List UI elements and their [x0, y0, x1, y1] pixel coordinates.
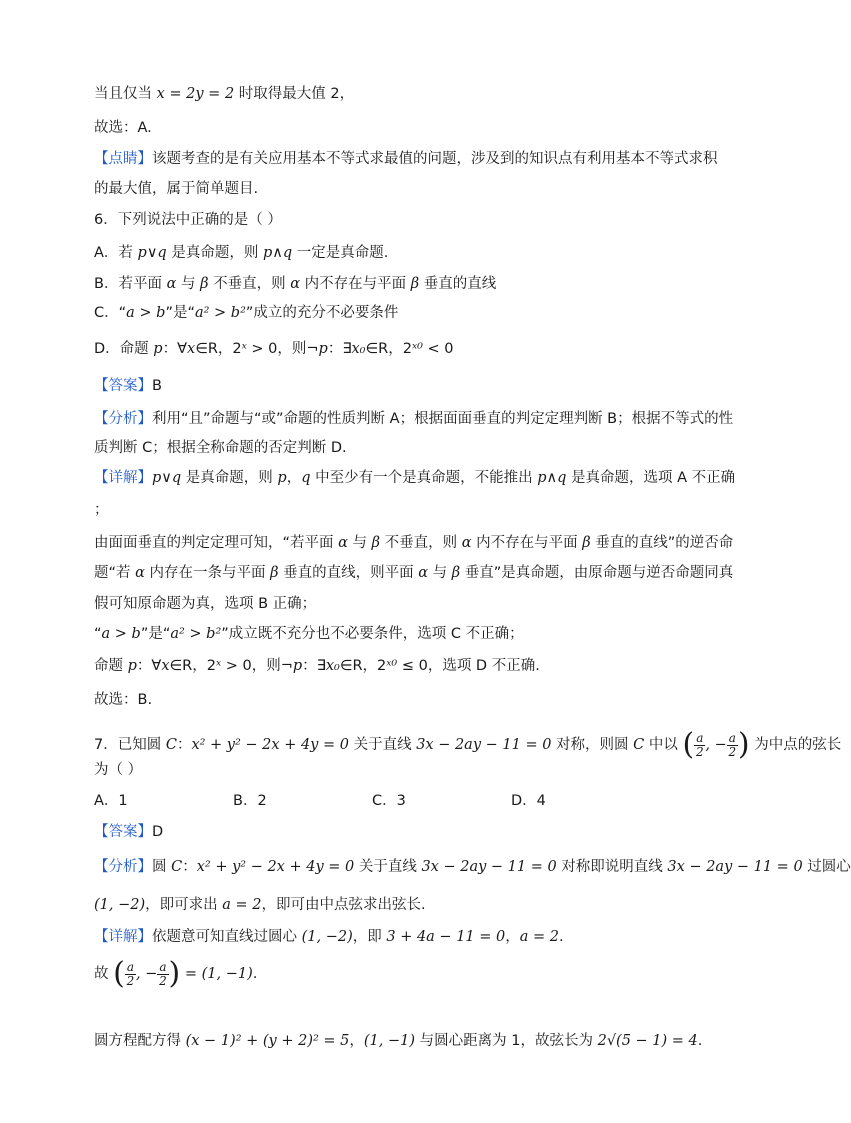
section-bracket-label: 【分析】: [94, 859, 152, 875]
section-bracket-label: 【答案】: [94, 378, 152, 394]
text-span: 中至少有一个是真命题，不能推出: [310, 470, 538, 486]
text-line-comment-cont: [94, 179, 706, 199]
math-expression: C: [171, 859, 183, 875]
question-7-detail-midpoint: [94, 952, 706, 996]
question-6-option-d: [94, 339, 706, 359]
math-expression: p: [318, 341, 328, 357]
text-span: ): [168, 956, 181, 991]
text-span: 一定是真命题.: [292, 245, 389, 261]
math-expression: = (1, −1): [180, 966, 253, 982]
math-expression: x: [187, 341, 196, 357]
math-expression: x₀: [325, 658, 340, 674]
question-6-detail: [94, 468, 736, 488]
text-span: 垂直的直线: [419, 276, 497, 292]
math-expression: (1, −2): [94, 897, 146, 913]
text-span: (: [682, 727, 695, 762]
question-6-detail-b1: [94, 533, 734, 553]
section-bracket-label: 【分析】: [94, 411, 152, 427]
math-expression: x² + y² − 2x + 4y = 0: [196, 859, 355, 875]
math-expression: β: [200, 276, 209, 292]
text-span: 内不存在与平面: [471, 535, 583, 551]
text-span: 内存在一条与平面: [144, 565, 271, 581]
math-expression: (1, −1): [363, 1033, 416, 1049]
text-span: 不垂直，则: [208, 276, 291, 292]
text-span: 与: [428, 565, 452, 581]
text-span: < 0: [422, 341, 454, 357]
question-6-detail-b3: [94, 594, 706, 614]
text-span: ，: [349, 1033, 364, 1049]
text-span: 命题: [94, 658, 128, 674]
math-expression: a² > b²: [170, 626, 222, 642]
text-span: A．若: [94, 245, 138, 261]
text-span: 7．已知圆: [94, 737, 166, 753]
text-span: 对称，则圆: [551, 737, 634, 753]
text-span: ，即: [352, 929, 387, 945]
math-expression: p∨q: [152, 470, 182, 486]
text-span: 对称即说明直线: [556, 859, 668, 875]
text-span: 关于直线: [348, 737, 417, 753]
math-expression: β: [451, 565, 461, 581]
text-span: > 0，则¬: [221, 658, 293, 674]
math-expression: p∧q: [262, 245, 293, 261]
math-expression: , −: [135, 966, 158, 982]
text-span: 是真命题，则: [181, 470, 278, 486]
fraction-numerator: a: [126, 959, 134, 974]
math-expression: β: [410, 276, 420, 292]
text-span: 故选：A.: [94, 120, 152, 136]
text-span: 依题意可知直线过圆心: [152, 929, 302, 945]
option-label: B．2: [233, 793, 267, 809]
text-span: ；: [94, 502, 109, 518]
math-fraction: [694, 732, 705, 759]
text-span: ，: [505, 929, 520, 945]
text-span: 故选：B.: [94, 692, 153, 708]
math-expression: p: [127, 658, 137, 674]
section-bracket-label: 【详解】: [94, 929, 152, 945]
math-expression: ˣ⁰: [386, 658, 398, 674]
text-span: ”是“: [140, 626, 171, 642]
math-expression: C: [633, 737, 645, 753]
math-fraction: [125, 961, 136, 988]
math-expression: β: [582, 535, 591, 551]
math-expression: (x − 1)² + (y + 2)² = 5: [185, 1033, 350, 1049]
text-span: (: [113, 956, 125, 991]
text-span: ”成立的充分不必要条件: [245, 305, 399, 321]
fraction-denominator: 2: [159, 973, 167, 988]
math-expression: β: [270, 565, 279, 581]
math-expression: x: [161, 658, 170, 674]
text-span: ：∀: [162, 341, 187, 357]
text-span: ∈R，2: [339, 658, 387, 674]
math-expression: 3x − 2ay − 11 = 0: [421, 859, 557, 875]
text-span: ，即可求出: [145, 897, 223, 913]
text-span: D: [152, 824, 164, 840]
text-span: 内不存在与平面: [299, 276, 411, 292]
math-expression: 3x − 2ay − 11 = 0: [667, 859, 803, 875]
text-span: ：∃: [302, 658, 326, 674]
text-span: ：: [182, 859, 197, 875]
text-span: ∈R，2: [195, 341, 242, 357]
text-span: 故: [94, 966, 114, 982]
question-6-detail-c: [94, 624, 706, 644]
text-span: 为（ ）: [94, 762, 143, 778]
text-span: 不垂直，则: [380, 535, 462, 551]
text-span: 由面面垂直的判定定理可知，“若平面: [94, 535, 339, 551]
math-expression: ˣ⁰: [411, 341, 423, 357]
option-label: A．1: [94, 793, 128, 809]
text-span: 当且仅当: [94, 86, 157, 102]
math-fraction: [157, 961, 168, 988]
text-span: 题“若: [94, 565, 136, 581]
math-expression: p: [292, 658, 303, 674]
math-expression: a > b: [101, 626, 141, 642]
option-label: D．4: [511, 793, 546, 809]
math-expression: α: [166, 276, 177, 292]
math-expression: a = 2: [222, 897, 262, 913]
question-6-detail-b2: [94, 563, 734, 583]
text-span: 质判断 C；根据全称命题的否定判断 D.: [94, 440, 347, 456]
text-span: 圆方程配方得: [94, 1033, 186, 1049]
text-span: 为中点的弦长: [749, 737, 842, 753]
text-span: 中以: [644, 737, 683, 753]
section-bracket-label: 【点睛】: [94, 151, 152, 167]
math-expression: (1, −2): [301, 929, 353, 945]
math-expression: 3x − 2ay − 11 = 0: [416, 737, 552, 753]
math-expression: p: [153, 341, 163, 357]
question-6-analysis-cont: [94, 438, 706, 458]
text-span: 时取得最大值 2，: [234, 86, 355, 102]
text-span: ∈R，2: [365, 341, 412, 357]
option-label: C．3: [372, 793, 406, 809]
section-bracket-label: 【答案】: [94, 824, 152, 840]
text-span: ∈R，2: [169, 658, 216, 674]
text-span: 的最大值，属于简单题目.: [94, 181, 259, 197]
question-6-choice: [94, 690, 706, 710]
text-span: ，: [286, 470, 302, 486]
fraction-numerator: a: [159, 959, 167, 974]
math-expression: α: [290, 276, 300, 292]
text-span: “: [94, 626, 102, 642]
text-span: 与: [176, 276, 201, 292]
question-6-analysis: [94, 409, 734, 429]
question-6-stem: [94, 210, 706, 230]
math-expression: p∨q: [137, 245, 167, 261]
question-7-options: [94, 791, 706, 811]
math-expression: ˣ: [241, 341, 247, 357]
text-span: 垂直的直线，则平面: [278, 565, 419, 581]
math-expression: ˣ: [215, 658, 222, 674]
math-expression: p: [277, 470, 287, 486]
question-6-option-b: [94, 274, 706, 294]
text-span: 是真命题，选项 A 不正确: [566, 470, 736, 486]
question-6-option-c: [94, 303, 706, 323]
text-span: 利用“且”命题与“或”命题的性质判断 A；根据面面垂直的判定定理判断 B；根据不等式的性: [152, 411, 734, 427]
text-span: ≤ 0，选项 D 不正确.: [397, 658, 540, 674]
math-expression: α: [461, 535, 472, 551]
text-span: 6．下列说法中正确的是（ ）: [94, 212, 282, 228]
text-span: B: [152, 378, 162, 394]
math-expression: x² + y² − 2x + 4y = 0: [191, 737, 349, 753]
question-7-stem-cont: [94, 760, 706, 780]
text-span: ：∀: [136, 658, 162, 674]
fraction-numerator: a: [696, 730, 704, 745]
math-expression: C: [165, 737, 177, 753]
text-span: 是真命题，则: [166, 245, 263, 261]
text-span: 过圆心: [802, 859, 851, 875]
math-expression: x = 2y = 2: [156, 86, 235, 102]
math-expression: β: [371, 535, 381, 551]
question-7-answer: [94, 822, 706, 842]
math-expression: α: [338, 535, 348, 551]
math-expression: 2√(5 − 1) = 4: [597, 1033, 698, 1049]
text-span: ”成立既不充分也不必要条件，选项 C 不正确；: [221, 626, 524, 642]
text-span: ”是“: [165, 305, 195, 321]
math-expression: q: [301, 470, 311, 486]
question-7-analysis-cont: [94, 895, 706, 915]
fraction-denominator: 2: [126, 973, 135, 988]
text-line-solution-end: [94, 84, 706, 104]
math-expression: p∧q: [537, 470, 567, 486]
text-span: 假可知原命题为真，选项 B 正确；: [94, 596, 317, 612]
text-span: C．“: [94, 305, 127, 321]
text-span: D．命题: [94, 341, 154, 357]
question-6-answer: [94, 376, 706, 396]
text-span: ：: [176, 737, 192, 753]
question-7-analysis: [94, 857, 851, 877]
text-span: 与: [347, 535, 372, 551]
fraction-denominator: 2: [728, 744, 737, 759]
fraction-denominator: 2: [695, 744, 704, 759]
text-span: B．若平面: [94, 276, 167, 292]
math-expression: a² > b²: [194, 305, 246, 321]
text-span: 该题考查的是有关应用基本不等式求最值的问题，涉及到的知识点有利用基本不等式求积: [152, 151, 718, 167]
question-7-detail-chord: [94, 1031, 706, 1051]
math-expression: α: [135, 565, 145, 581]
math-fraction: [727, 732, 738, 759]
text-span: 垂直的直线”的逆否命: [590, 535, 734, 551]
text-span: 关于直线: [354, 859, 422, 875]
text-span: > 0，则¬: [246, 341, 319, 357]
math-expression: a > b: [126, 305, 166, 321]
section-bracket-label: 【详解】: [94, 470, 152, 486]
text-span: ): [737, 727, 750, 762]
math-expression: a = 2: [519, 929, 559, 945]
fraction-numerator: a: [728, 730, 736, 745]
question-6-detail-cont: [94, 500, 706, 520]
math-expression: , −: [705, 737, 727, 753]
text-span: ：∃: [327, 341, 352, 357]
math-expression: α: [418, 565, 429, 581]
text-span: ，即可由中点弦求出弦长.: [261, 897, 426, 913]
question-6-option-a: [94, 243, 706, 263]
text-span: .: [558, 929, 564, 945]
text-span: 圆: [152, 859, 172, 875]
question-6-detail-d: [94, 656, 706, 676]
math-expression: x₀: [351, 341, 366, 357]
text-span: 垂直”是真命题，由原命题与逆否命题同真: [460, 565, 734, 581]
text-line-comment: [94, 149, 718, 169]
math-expression: 3 + 4a − 11 = 0: [386, 929, 506, 945]
text-span: 与圆心距离为 1，故弦长为: [415, 1033, 598, 1049]
text-line-choice-a: [94, 118, 706, 138]
text-span: .: [697, 1033, 703, 1049]
question-7-detail: [94, 927, 706, 947]
text-span: .: [252, 966, 258, 982]
